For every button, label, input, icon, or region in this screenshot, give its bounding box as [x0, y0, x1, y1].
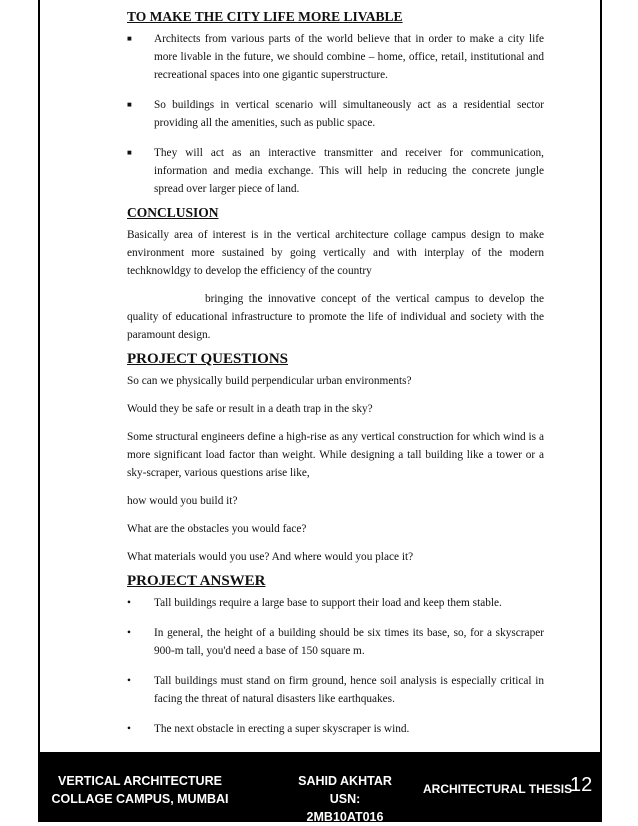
conclusion-paragraph-2: bringing the innovative concept of the vertical campus to develop the quality of educational infrastructure to promote the life of individual and society with the paramount design. [127, 293, 544, 341]
conclusion-paragraph-1: Basically area of interest is in the vertical architecture collage campus design to make environment more sustained by going vertically and with interplay of the modern techknowldgy to develop the efficiency of the country [127, 229, 544, 277]
question-line: how would you build it? [127, 495, 238, 507]
bullet-item: ■ They will act as an interactive transmitter and receiver for communication, information and media exchange. This will help in reducing the concrete jungle spread over larger piece of land. [127, 144, 544, 198]
bullet-item: • The next obstacle in erecting a super skyscraper is wind. [127, 720, 544, 738]
question-line: What materials would you use? And where would you place it? [127, 551, 414, 563]
question-line: Some structural engineers define a high-rise as any vertical construction for which wind is a more significant load factor than weight. While designing a tall building like a tower or a sky-scraper, various questions arise like, [127, 431, 544, 479]
bullet-item: ■ Architects from various parts of the world believe that in order to make a city life more livable in the future, we should combine – home, office, retail, institutional and recreational spaces into one gigantic superstructure. [127, 30, 544, 84]
section-heading-conclusion: CONCLUSION [127, 205, 219, 220]
bullet-item: • In general, the height of a building should be six times its base, so, for a skyscraper 900-m tall, you'd need a base of 150 square m. [127, 624, 544, 660]
footer-document-type: ARCHITECTURAL THESIS [423, 782, 573, 796]
question-line: So can we physically build perpendicular urban environments? [127, 375, 412, 387]
dot-bullet-icon: • [127, 675, 131, 687]
dot-bullet-icon: • [127, 627, 131, 639]
page-footer [40, 752, 600, 824]
section-heading-questions: PROJECT QUESTIONS [127, 351, 289, 367]
question-line: Would they be safe or result in a death trap in the sky? [127, 403, 373, 415]
section-heading-answer: PROJECT ANSWER [127, 573, 266, 589]
square-bullet-icon: ■ [127, 148, 132, 157]
bullet-item: • Tall buildings must stand on firm ground, hence soil analysis is especially critical in facing the threat of natural disasters like earthquakes. [127, 672, 544, 708]
footer-project-title: VERTICAL ARCHITECTURE COLLAGE CAMPUS, MUMBAI [51, 774, 229, 806]
dot-bullet-icon: • [127, 597, 131, 609]
footer-author: SAHID AKHTAR USN: 2MB10AT016 [298, 774, 392, 824]
square-bullet-icon: ■ [127, 100, 132, 109]
section-heading-livable: TO MAKE THE CITY LIFE MORE LIVABLE [127, 9, 403, 24]
bullet-item: ■ So buildings in vertical scenario will simultaneously act as a residential sector providing all the amenities, such as public space. [127, 96, 544, 132]
square-bullet-icon: ■ [127, 34, 132, 43]
bullet-item: • Tall buildings require a large base to support their load and keep them stable. [127, 594, 544, 612]
dot-bullet-icon: • [127, 723, 131, 735]
document-body [127, 8, 544, 750]
page-number: 12 [570, 774, 593, 796]
question-line: What are the obstacles you would face? [127, 523, 307, 535]
